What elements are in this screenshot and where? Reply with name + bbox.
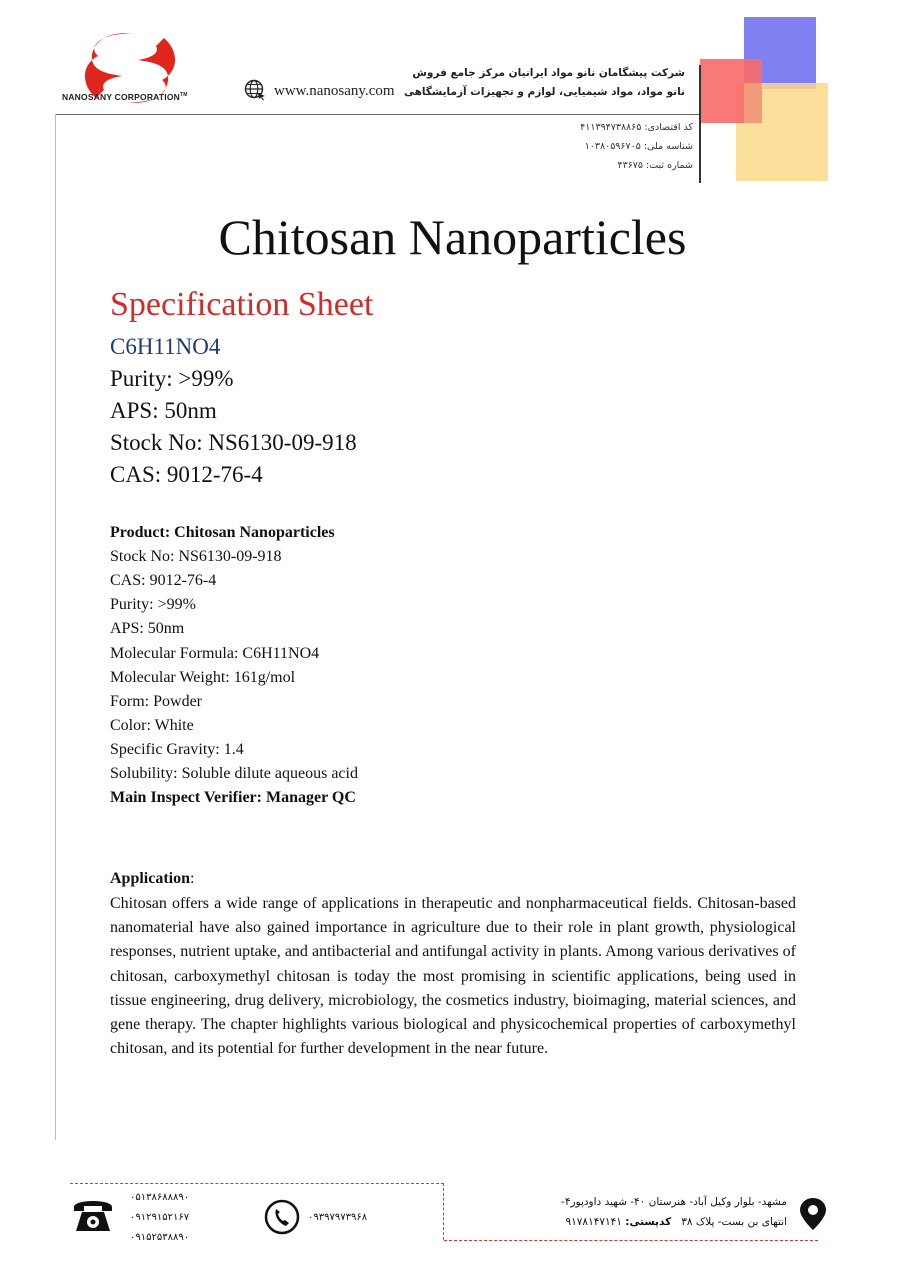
mobile-number[interactable]: ۰۹۳۹۷۹۷۳۹۶۸ — [308, 1212, 368, 1223]
property-purity: Purity: >99% — [110, 596, 196, 613]
application-heading: Application: — [110, 870, 195, 887]
phone-number[interactable]: ۰۹۱۵۲۵۳۸۸۹۰ — [130, 1232, 190, 1243]
property-cas: CAS: 9012-76-4 — [110, 572, 217, 589]
address-line-1: مشهد- بلوار وکیل آباد- هنرستان ۴۰- شهید داودپور۴- — [561, 1196, 787, 1208]
left-margin-line — [55, 114, 56, 1140]
decorative-squares — [700, 15, 830, 185]
property-molecular-weight: Molecular Weight: 161g/mol — [110, 669, 296, 686]
footer-dashed-border-middle — [443, 1183, 444, 1240]
globe-icon — [244, 79, 266, 101]
logo-text: NANOSANY CORPORATION™ — [62, 92, 188, 102]
application-text: Chitosan offers a wide range of applications in therapeutic and nonpharmaceutical fields. Chitosan-based nanomaterial have also gained importance in agriculture due to their role in plant growth, physiological responses, nutrient uptake, and antibacterial and antifungal activity in plants. Among various derivatives of chitosan, carboxymethyl chitosan is today the most promising in scientific applications, being used in tissue engineering, drug delivery, microbiology, the cosmetics industry, bioimaging, material sciences, and gene therapy. The chapter highlights various biological and physicochemical properties of carboxymethyl chitosan, and its potential for further development in the near future. — [110, 895, 796, 1058]
company-tagline: نانو مواد، مواد شیمیایی، لوازم و تجهیزات آزمایشگاهی — [403, 86, 685, 98]
footer-dashed-border-bottom — [444, 1240, 818, 1241]
company-name: شرکت پیشگامان نانو مواد ایرانیان مرکز جامع فروش — [412, 67, 685, 79]
property-stock-no: Stock No: NS6130-09-918 — [110, 548, 282, 565]
summary-aps: APS: 50nm — [110, 398, 217, 423]
header-vertical-divider — [699, 65, 701, 183]
property-specific-gravity: Specific Gravity: 1.4 — [110, 741, 244, 758]
header-divider — [55, 114, 700, 115]
chemical-formula: C6H11NO4 — [110, 334, 221, 359]
summary-cas: CAS: 9012-76-4 — [110, 462, 263, 487]
telephone-icon — [70, 1193, 116, 1239]
summary-stock-no: Stock No: NS6130-09-918 — [110, 430, 357, 455]
phone-number[interactable]: ۰۵۱۳۸۶۸۸۸۹۰ — [130, 1192, 190, 1203]
property-inspect-verifier: Main Inspect Verifier: Manager QC — [110, 789, 356, 806]
spec-sheet-title: Specification Sheet — [110, 286, 374, 323]
property-form: Form: Powder — [110, 693, 202, 710]
document-title: Chitosan Nanoparticles — [218, 209, 687, 265]
location-pin-icon — [798, 1196, 828, 1234]
summary-purity: Purity: >99% — [110, 366, 234, 391]
economic-code: کد اقتصادی: ۴۱۱۳۹۴۷۳۸۸۶۵ — [580, 122, 693, 133]
registration-number: شماره ثبت: ۴۳۶۷۵ — [617, 160, 693, 171]
property-color: Color: White — [110, 717, 194, 734]
property-molecular-formula: Molecular Formula: C6H11NO4 — [110, 645, 320, 662]
property-aps: APS: 50nm — [110, 620, 185, 637]
phone-number[interactable]: ۰۹۱۲۹۱۵۲۱۶۷ — [130, 1212, 190, 1223]
property-solubility: Solubility: Soluble dilute aqueous acid — [110, 765, 358, 782]
property-product: Product: Chitosan Nanoparticles — [110, 524, 335, 541]
footer-dashed-border-top — [70, 1183, 444, 1184]
website-link[interactable]: www.nanosany.com — [274, 83, 395, 99]
mobile-phone-icon — [264, 1199, 300, 1235]
address-line-2: انتهای بن بست- پلاک ۳۸ کدپستی: ۹۱۷۸۱۴۷۱۴۱ — [565, 1216, 787, 1228]
national-id: شناسه ملی: ۱۰۳۸۰۵۹۶۷۰۵ — [584, 141, 693, 152]
